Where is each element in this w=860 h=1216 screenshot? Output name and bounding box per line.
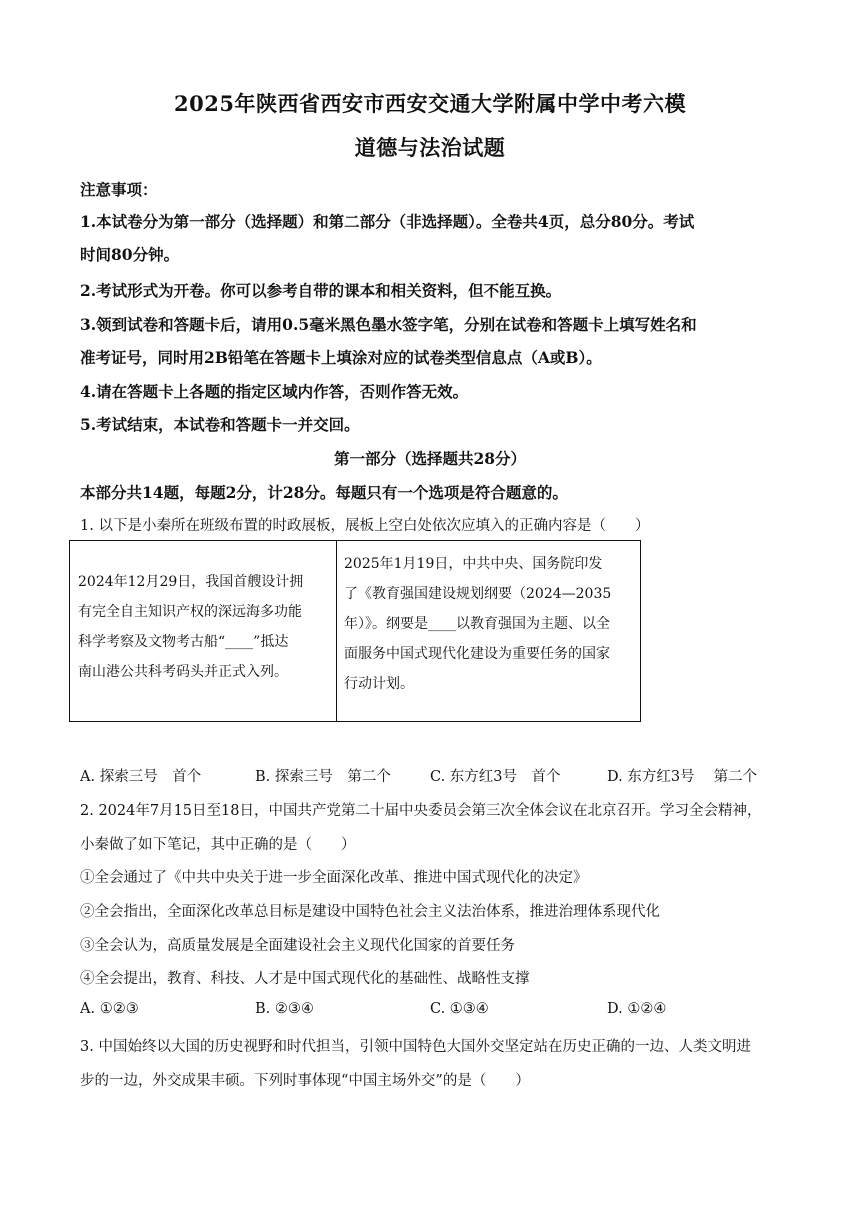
part1-description: 本部分共14题，每题2分，计28分。每题只有一个选项是符合题意的。 [80,483,568,502]
q1-news-board-table [69,540,641,722]
q1-option-a: A. 探索三号 首个 [80,769,202,785]
q1-option-d: D. 东方红3号 第二个 [607,769,758,785]
right-cell-line: 2025年1月19日，中共中央、国务院印发 [344,556,603,572]
q2-stem-line: 2. 2024年7月15日至18日，中国共产党第二十届中央委员会第三次全体会议在北京召开。学习全会精神， [80,803,762,819]
part1-heading: 第一部分（选择题共28分） [333,449,527,468]
right-cell-line: 年）》。纲要是____以教育强国为主题、以全 [344,616,610,632]
right-cell-line: 面服务中国式现代化建设为重要任务的国家 [344,646,610,662]
q1-stem: 1. 以下是小秦所在班级布置的时政展板，展板上空白处依次应填入的正确内容是（ ） [80,518,650,534]
q1-option-b: B. 探索三号 第二个 [255,769,391,785]
left-cell [78,567,303,687]
note-line: 5.考试结束，本试卷和答题卡一并交回。 [80,415,360,434]
q2-option-d: D. ①②④ [607,1001,667,1017]
note-line: 1.本试卷分为第一部分（选择题）和第二部分（非选择题）。全卷共4页，总分80分。考试 [80,212,695,231]
q2-item: ③全会认为，高质量发展是全面建设社会主义现代化国家的首要任务 [80,938,515,954]
table-divider [336,541,337,721]
note-line: 准考证号，同时用2B铅笔在答题卡上填涂对应的试卷类型信息点（A或B）。 [80,348,602,367]
doc-subtitle: 道德与法治试题 [354,135,506,160]
right-cell-line: 了《教育强国建设规划纲要（2024—2035 [344,586,612,602]
q1-option-c: C. 东方红3号 首个 [430,769,561,785]
note-line: 时间80分钟。 [80,245,180,264]
q2-option-c: C. ①③④ [430,1001,489,1017]
doc-title: 2025年陕西省西安市西安交通大学附属中学中考六模 [174,91,686,116]
left-cell-line: 南山港公共科考码头并正式入列。 [78,664,288,680]
note-line: 3.领到试卷和答题卡后，请用0.5毫米黑色墨水签字笔，分别在试卷和答题卡上填写姓名和 [80,315,697,334]
q2-item: ①全会通过了《中共中央关于进一步全面深化改革、推进中国式现代化的决定》 [80,870,588,886]
note-line: 2.考试形式为开卷。你可以参考自带的课本和相关资料，但不能互换。 [80,281,562,300]
q2-option-b: B. ②③④ [255,1001,314,1017]
left-cell-line: 有完全自主知识产权的深远海多功能 [78,604,302,620]
left-cell-line: 2024年12月29日，我国首艘设计拥 [78,574,304,590]
right-cell-line: 行动计划。 [344,676,414,692]
q2-option-a: A. ①②③ [80,1001,139,1017]
notes-heading: 注意事项： [80,180,158,199]
note-line: 4.请在答题卡上各题的指定区域内作答，否则作答无效。 [80,382,469,401]
q2-item: ④全会提出，教育、科技、人才是中国式现代化的基础性、战略性支撑 [80,971,530,987]
q2-item: ②全会指出，全面深化改革总目标是建设中国特色社会主义法治体系，推进治理体系现代化 [80,904,660,920]
q3-stem-line: 步的一边，外交成果丰硕。下列时事体现“中国主场外交”的是（ ） [80,1073,530,1089]
right-cell [344,549,611,699]
q3-stem-line: 3. 中国始终以大国的历史视野和时代担当，引领中国特色大国外交坚定站在历史正确的一边、人类文明进 [80,1039,751,1055]
q2-stem-line: 小秦做了如下笔记，其中正确的是（ ） [80,837,356,853]
left-cell-line: 科学考察及文物考古船“____”抵达 [78,634,289,650]
